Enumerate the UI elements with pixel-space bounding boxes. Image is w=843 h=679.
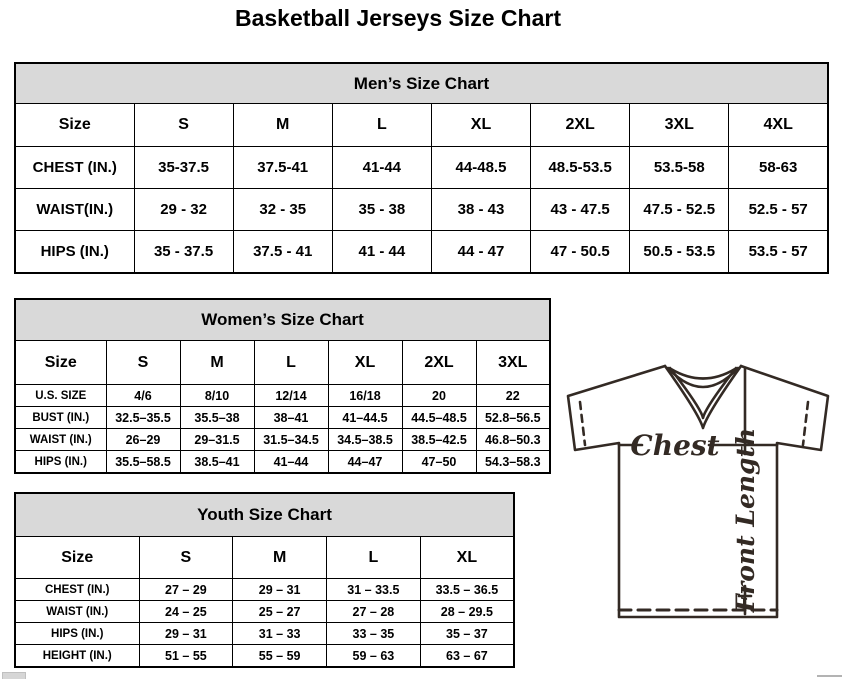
size-value: 50.5 - 53.5 <box>630 231 729 274</box>
size-value: 52.5 - 57 <box>729 189 828 231</box>
size-value: 41–44 <box>254 451 328 474</box>
size-value: 41–44.5 <box>328 407 402 429</box>
column-header: L <box>327 537 421 579</box>
table-caption: Men’s Size Chart <box>15 63 828 104</box>
front-length-label: Front Length <box>731 427 760 613</box>
table-row <box>15 231 828 274</box>
size-value: 53.5-58 <box>630 147 729 189</box>
chest-label: Chest <box>630 429 720 462</box>
size-value: 34.5–38.5 <box>328 429 402 451</box>
size-value: 29 – 31 <box>233 579 327 601</box>
table-row <box>15 451 550 474</box>
youth-size-table <box>14 492 515 668</box>
size-value: 44-48.5 <box>431 147 530 189</box>
row-label: WAIST (IN.) <box>15 429 106 451</box>
size-value: 27 – 29 <box>139 579 233 601</box>
size-value: 32 - 35 <box>233 189 332 231</box>
row-label: HIPS (IN.) <box>15 231 134 274</box>
table-row <box>15 601 514 623</box>
size-value: 20 <box>402 385 476 407</box>
column-header: M <box>233 104 332 147</box>
jersey-measurement-diagram <box>558 356 830 646</box>
column-header: M <box>233 537 327 579</box>
column-header: S <box>106 341 180 385</box>
collar-v-inner <box>670 368 736 418</box>
size-value: 46.8–50.3 <box>476 429 550 451</box>
size-value: 35 – 37 <box>420 623 514 645</box>
size-value: 58-63 <box>729 147 828 189</box>
column-header: M <box>180 341 254 385</box>
row-label: HIPS (IN.) <box>15 623 139 645</box>
row-label: WAIST(IN.) <box>15 189 134 231</box>
column-header: Size <box>15 341 106 385</box>
size-value: 25 – 27 <box>233 601 327 623</box>
size-value: 63 – 67 <box>420 645 514 668</box>
size-value: 47 - 50.5 <box>531 231 630 274</box>
size-value: 44.5–48.5 <box>402 407 476 429</box>
table-row <box>15 579 514 601</box>
column-header: 2XL <box>402 341 476 385</box>
womens-size-table <box>14 298 551 474</box>
column-header-row <box>15 104 828 147</box>
scrollbar-fragment-left <box>2 672 26 679</box>
table-caption-row <box>15 63 828 104</box>
size-value: 8/10 <box>180 385 254 407</box>
left-sleeve-dashed-line <box>580 402 585 445</box>
row-label: HIPS (IN.) <box>15 451 106 474</box>
column-header: S <box>139 537 233 579</box>
size-value: 22 <box>476 385 550 407</box>
row-label: CHEST (IN.) <box>15 147 134 189</box>
table-caption: Women’s Size Chart <box>15 299 550 341</box>
column-header: L <box>254 341 328 385</box>
size-value: 24 – 25 <box>139 601 233 623</box>
column-header: Size <box>15 537 139 579</box>
table-row <box>15 147 828 189</box>
size-value: 59 – 63 <box>327 645 421 668</box>
column-header: XL <box>420 537 514 579</box>
size-value: 35 - 37.5 <box>134 231 233 274</box>
column-header-row <box>15 341 550 385</box>
table-row <box>15 429 550 451</box>
size-value: 41-44 <box>332 147 431 189</box>
row-label: BUST (IN.) <box>15 407 106 429</box>
table-caption-row <box>15 493 514 537</box>
size-value: 33.5 – 36.5 <box>420 579 514 601</box>
table-caption: Youth Size Chart <box>15 493 514 537</box>
size-value: 35 - 38 <box>332 189 431 231</box>
column-header: 2XL <box>531 104 630 147</box>
size-value: 47–50 <box>402 451 476 474</box>
size-value: 29 – 31 <box>139 623 233 645</box>
size-value: 37.5-41 <box>233 147 332 189</box>
size-value: 41 - 44 <box>332 231 431 274</box>
column-header-row <box>15 537 514 579</box>
size-value: 35.5–58.5 <box>106 451 180 474</box>
column-header: XL <box>328 341 402 385</box>
column-header: 3XL <box>476 341 550 385</box>
size-value: 16/18 <box>328 385 402 407</box>
column-header: L <box>332 104 431 147</box>
column-header: S <box>134 104 233 147</box>
size-value: 52.8–56.5 <box>476 407 550 429</box>
size-value: 32.5–35.5 <box>106 407 180 429</box>
row-label: U.S. SIZE <box>15 385 106 407</box>
size-value: 43 - 47.5 <box>531 189 630 231</box>
mens-size-table <box>14 62 829 274</box>
size-value: 47.5 - 52.5 <box>630 189 729 231</box>
column-header: 4XL <box>729 104 828 147</box>
column-header: XL <box>431 104 530 147</box>
row-label: WAIST (IN.) <box>15 601 139 623</box>
table-row <box>15 189 828 231</box>
size-value: 31.5–34.5 <box>254 429 328 451</box>
column-header: Size <box>15 104 134 147</box>
size-value: 37.5 - 41 <box>233 231 332 274</box>
size-value: 48.5-53.5 <box>531 147 630 189</box>
size-value: 44–47 <box>328 451 402 474</box>
size-value: 27 – 28 <box>327 601 421 623</box>
size-value: 28 – 29.5 <box>420 601 514 623</box>
size-value: 38.5–42.5 <box>402 429 476 451</box>
table-row <box>15 407 550 429</box>
table-row <box>15 385 550 407</box>
size-value: 33 – 35 <box>327 623 421 645</box>
size-value: 35-37.5 <box>134 147 233 189</box>
row-label: CHEST (IN.) <box>15 579 139 601</box>
size-value: 26–29 <box>106 429 180 451</box>
size-value: 35.5–38 <box>180 407 254 429</box>
scrollbar-fragment-right <box>817 675 842 677</box>
size-value: 31 – 33.5 <box>327 579 421 601</box>
size-value: 51 – 55 <box>139 645 233 668</box>
size-value: 44 - 47 <box>431 231 530 274</box>
size-value: 31 – 33 <box>233 623 327 645</box>
page-title: Basketball Jerseys Size Chart <box>234 5 561 31</box>
jersey-outline <box>568 366 828 617</box>
table-row <box>15 645 514 668</box>
size-value: 29–31.5 <box>180 429 254 451</box>
size-value: 38 - 43 <box>431 189 530 231</box>
table-row <box>15 623 514 645</box>
row-label: HEIGHT (IN.) <box>15 645 139 668</box>
table-caption-row <box>15 299 550 341</box>
collar-back-curve <box>671 369 735 379</box>
size-value: 38–41 <box>254 407 328 429</box>
size-value: 38.5–41 <box>180 451 254 474</box>
right-sleeve-dashed-line <box>803 402 808 445</box>
size-value: 12/14 <box>254 385 328 407</box>
size-value: 4/6 <box>106 385 180 407</box>
size-value: 53.5 - 57 <box>729 231 828 274</box>
size-value: 55 – 59 <box>233 645 327 668</box>
size-value: 29 - 32 <box>134 189 233 231</box>
size-value: 54.3–58.3 <box>476 451 550 474</box>
column-header: 3XL <box>630 104 729 147</box>
